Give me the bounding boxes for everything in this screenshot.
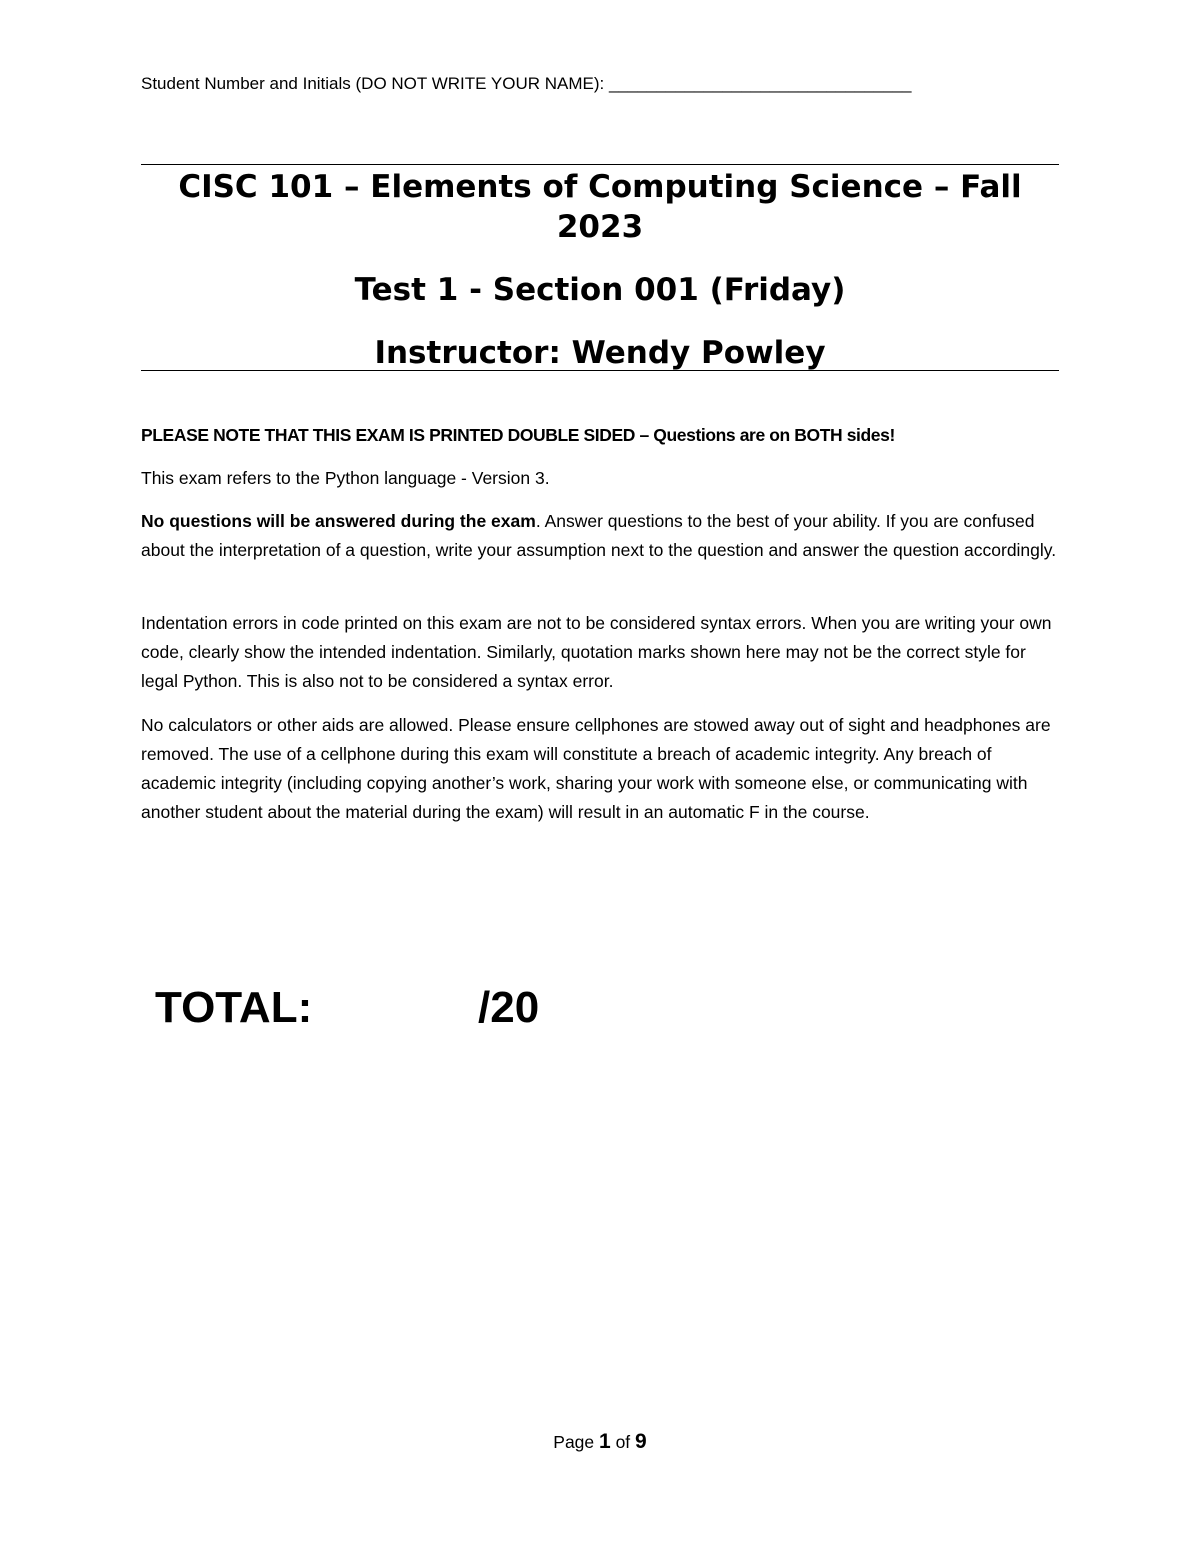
aids-paragraph: No calculators or other aids are allowed. Please ensure cellphones are stowed away out of sight and headphones are removed. The use of a cellphone during this exam will constitute a breach of academic integrity. Any breach of academic integrity (including copying another’s work, sharing your work with someone else, or communicating with another student about the material during the exam) will result in an automatic F in the course. <box>141 715 1051 822</box>
title-bottom-rule <box>141 370 1059 371</box>
page-footer <box>0 1430 1200 1454</box>
total-max-score: /20 <box>478 983 540 1032</box>
instructor-title: Instructor: Wendy Powley <box>374 335 826 371</box>
page-word: Page <box>553 1432 600 1452</box>
indentation-paragraph: Indentation errors in code printed on this exam are not to be considered syntax errors. When you are writing your own code, clearly show the intended indentation. Similarly, quotation marks shown here may not be the correct style for legal Python. This is also not to be considered a syntax error. <box>141 613 1052 691</box>
questions-paragraph <box>141 507 1066 565</box>
python-version-note: This exam refers to the Python language - Version 3. <box>141 468 550 488</box>
course-title: CISC 101 – Elements of Computing Science – Fall 2023 <box>178 169 1022 245</box>
title-top-rule <box>141 164 1059 165</box>
questions-lead: No questions will be answered during the exam <box>141 511 536 531</box>
double-sided-notice: PLEASE NOTE THAT THIS EXAM IS PRINTED DOUBLE SIDED – Questions are on BOTH sides! <box>141 425 895 445</box>
total-label: TOTAL: <box>155 983 313 1032</box>
student-number-line: Student Number and Initials (DO NOT WRITE YOUR NAME): ________________________________ <box>141 74 912 93</box>
questions-rest: . Answer questions to the best of your ability. If you are confused about the interpretation of a question, write your assumption next to the question and answer the question accordingly. <box>141 511 1057 560</box>
test-title: Test 1 - Section 001 (Friday) <box>354 272 846 308</box>
of-word: of <box>610 1432 636 1452</box>
current-page-number: 1 <box>599 1430 611 1453</box>
total-page-count: 9 <box>635 1430 647 1453</box>
